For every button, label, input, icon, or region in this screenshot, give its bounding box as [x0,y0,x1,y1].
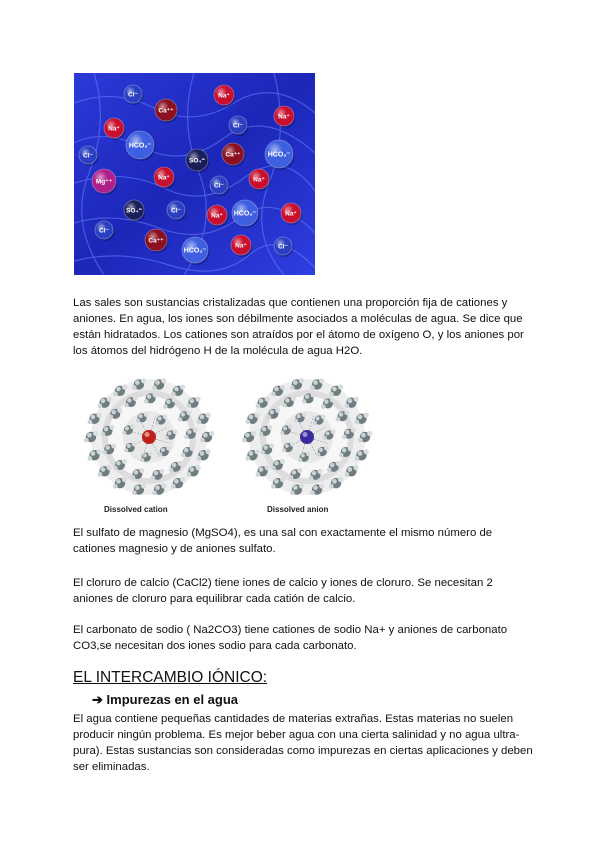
ion-label: Na⁺ [158,174,170,182]
ion-label: Na⁺ [278,113,290,121]
ion-label: Cl⁻ [171,207,181,215]
ion-label: Cl⁻ [233,122,243,130]
hydrated-cation [84,378,214,495]
ion-label: Mg⁺⁺ [95,178,113,186]
ion-label: HCO₃⁻ [183,247,207,255]
ion-label: Ca⁺⁺ [225,151,241,159]
subheading [92,692,238,708]
ion-label: Ca⁺⁺ [148,237,164,245]
subheading-text: Impurezas en el agua [106,692,239,707]
ion-label: Cl⁻ [278,243,288,251]
paragraph-salts: Las sales son sustancias cristalizadas que contienen una proporción fija de cationes y aniones. En agua, los iones son débilmente asociados a moléculas de agua. Se dice que están hidratados. Los cationes son atraídos por el átomo de oxígeno O, y los aniones por los átomos del hidrógeno H de la molécula de agua H2O. [73,297,524,357]
ion-label: HCO₃⁻ [233,210,257,218]
ion-label: Cl⁻ [83,152,93,160]
ion-label: Na⁺ [235,242,247,250]
ion-label: SO₄⁼ [189,157,205,165]
ions-in-water-image [74,73,315,275]
paragraph-impurities: El agua contiene pequeñas cantidades de materias extrañas. Estas materias no suelen producir ningún problema. Es mejor beber agua con una cierta salinidad y no agua ultra-pura). Estas sustancias son consideradas como impurezas en ciertas aplicaciones y deben ser eliminadas. [73,713,533,773]
ion-label: Na⁺ [211,212,223,220]
ion-label: Cl⁻ [128,91,138,99]
hydration-spheres-image [79,364,385,516]
ion-label: HCO₃⁻ [267,151,291,159]
ion-label: Na⁺ [253,176,265,184]
anion-caption: Dissolved anion [267,505,329,514]
paragraph-calcium-chloride: El cloruro de calcio (CaCl2) tiene iones de calcio y iones de cloruro. Se necesitan 2 aniones de cloruro para equilibrar cada catión de calcio. [73,577,493,605]
section-heading: EL INTERCAMBIO IÓNICO: [73,669,268,686]
ion-label: Na⁺ [218,92,230,100]
ion-label: HCO₃⁻ [128,142,152,150]
ion-label: Na⁺ [108,125,120,133]
central-ion [142,430,156,444]
ion-label: SO₄⁼ [126,207,142,215]
cation-caption: Dissolved cation [104,505,168,514]
ion-label: Na⁺ [285,210,297,218]
paragraph-magnesium-sulfate: El sulfato de magnesio (MgSO4), es una sal con exactamente el mismo número de cationes magnesio y de aniones sulfato. [73,527,493,555]
hydrated-anion [242,378,372,495]
arrow-icon: ➔ [92,692,103,707]
ion-label: Cl⁻ [99,227,109,235]
central-ion [300,430,314,444]
ion-label: Cl⁻ [214,182,224,190]
paragraph-sodium-carbonate: El carbonato de sodio ( Na2CO3) tiene cationes de sodio Na+ y aniones de carbonato CO3,se necesitan dos iones sodio para cada carbonato. [73,624,508,652]
ion-label: Ca⁺⁺ [158,107,174,115]
